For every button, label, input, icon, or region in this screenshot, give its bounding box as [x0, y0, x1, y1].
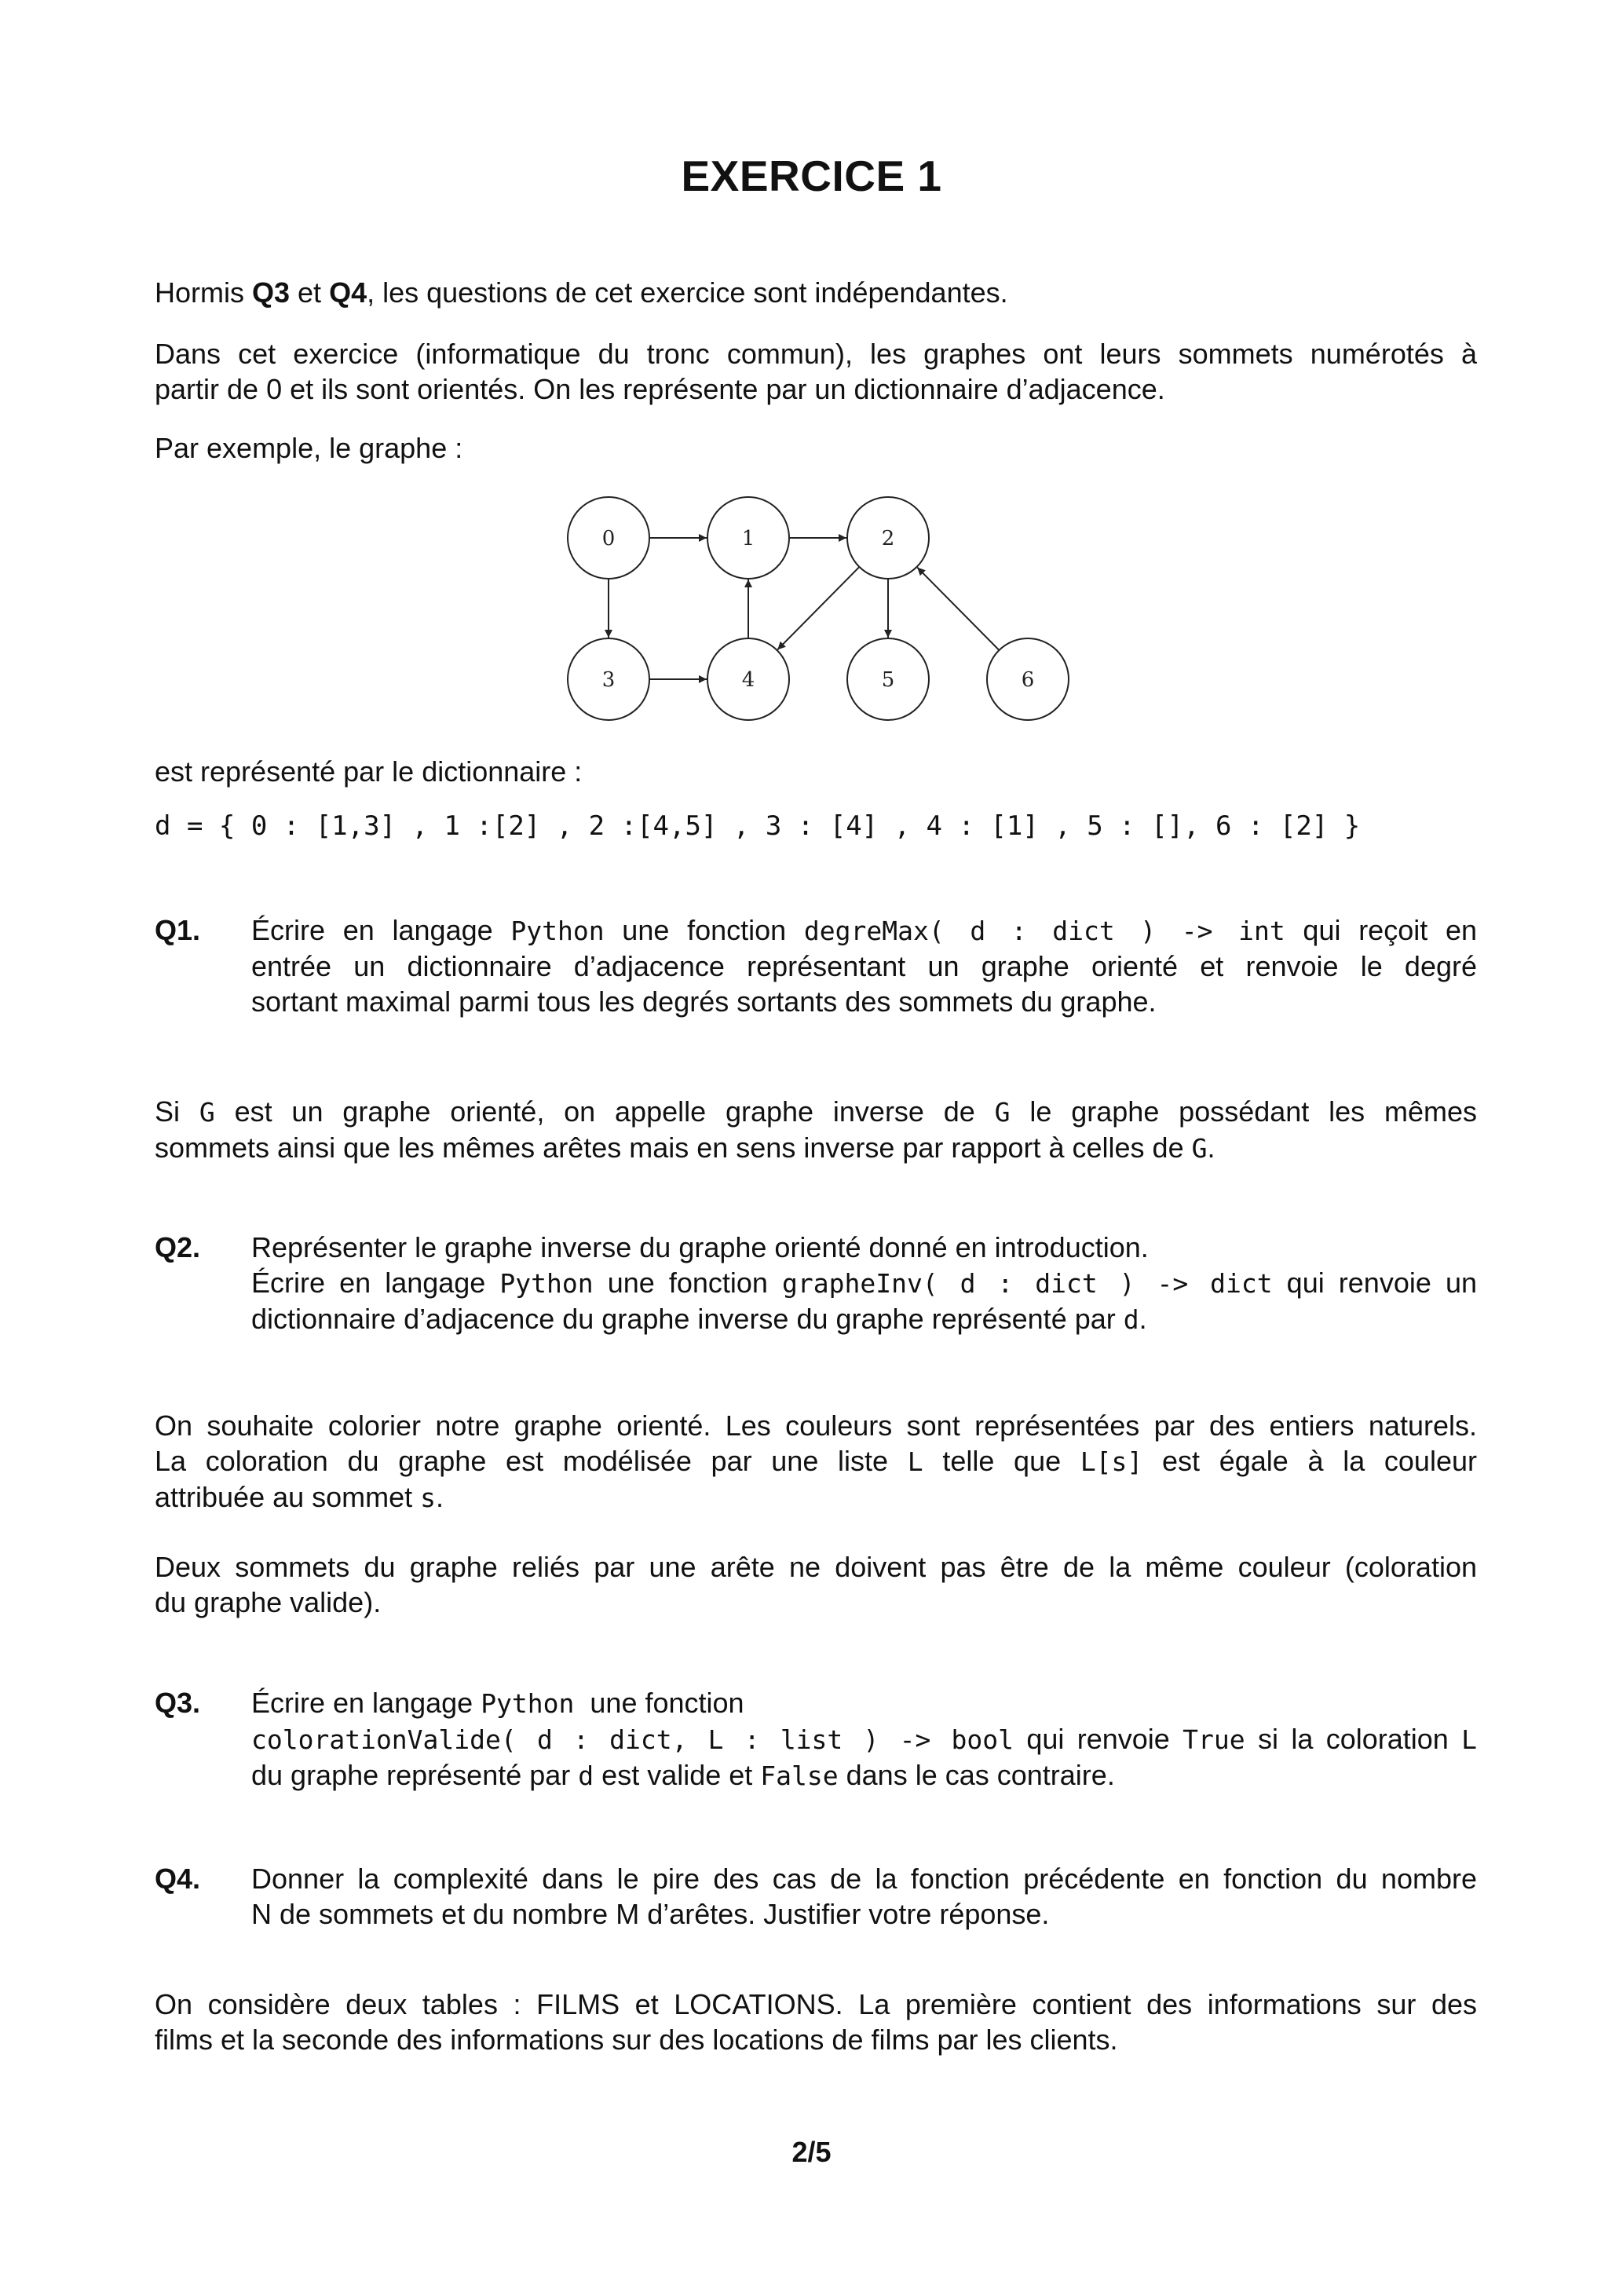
- q4-ref: Q4: [329, 276, 367, 309]
- list-var-code: L: [907, 1446, 923, 1477]
- node-label: 5: [881, 668, 895, 692]
- q1-text: Écrire en langage: [251, 914, 511, 946]
- q2-line-1: Représenter le graphe inverse du graphe orienté donné en introduction.: [251, 1231, 1149, 1263]
- q3-line-2: [251, 1721, 1477, 1757]
- graph-node-3: [568, 638, 649, 720]
- coloring-text: La coloration du graphe est modélisée par une liste: [155, 1445, 908, 1477]
- true-code: True: [1183, 1724, 1245, 1755]
- node-label: 6: [1021, 668, 1035, 692]
- q4-body: [251, 1861, 1477, 1932]
- grapheinv-signature: grapheInv( d : dict ) -> dict: [782, 1268, 1273, 1299]
- coloring-text: est égale à la couleur: [1142, 1445, 1477, 1477]
- graph-edges: [609, 538, 999, 679]
- q4-line-1: Donner la complexité dans le pire des cas de la fonction précédente en fonction du nombre: [251, 1863, 1477, 1895]
- intro-text: , les questions de cet exercice sont indépendantes.: [367, 276, 1008, 309]
- q2-text: une fonction: [593, 1267, 782, 1299]
- q2-text: .: [1139, 1303, 1147, 1335]
- coloring-text: telle que: [923, 1445, 1080, 1477]
- q2-line-2: [251, 1265, 1477, 1301]
- q2-line-3: [251, 1301, 1477, 1337]
- graph-node-5: [847, 638, 929, 720]
- q3-text: une fonction: [574, 1687, 744, 1719]
- coloring-text: .: [436, 1481, 444, 1513]
- vertex-var-code: s: [420, 1483, 437, 1513]
- q3-text: Écrire en langage: [251, 1687, 481, 1719]
- inverse-text: est un graphe orienté, on appelle graphe inverse de: [214, 1095, 995, 1128]
- tables-paragraph: [155, 1987, 1477, 2057]
- list-index-code: L[s]: [1080, 1446, 1143, 1477]
- inverse-line-1: [155, 1094, 1477, 1130]
- example-intro: Par exemple, le graphe :: [155, 432, 463, 464]
- intro-text: et: [290, 276, 330, 309]
- node-label: 4: [741, 668, 755, 692]
- graph-var-code: G: [1191, 1133, 1208, 1164]
- valid-coloring-definition: [155, 1549, 1477, 1620]
- graph-node-6: [987, 638, 1069, 720]
- inverse-text: .: [1207, 1132, 1215, 1164]
- tables-line-1: On considère deux tables : FILMS et LOCATIONS. La première contient des informations sur des: [155, 1988, 1477, 2020]
- python-code: Python: [481, 1688, 575, 1719]
- q3-text: si la coloration: [1245, 1723, 1462, 1755]
- coloring-line-3: [155, 1479, 1477, 1515]
- q1-label: Q1.: [155, 914, 201, 946]
- false-code: False: [760, 1760, 839, 1791]
- intro-line: Dans cet exercice (informatique du tronc commun), les graphes ont leurs sommets numérotés à: [155, 338, 1477, 370]
- coloring-text: attribuée au sommet: [155, 1481, 421, 1513]
- q2-text: dictionnaire d’adjacence du graphe inverse du graphe représenté par: [251, 1303, 1124, 1335]
- graph-var-code: G: [199, 1097, 215, 1128]
- q3-text: du graphe représenté par: [251, 1759, 579, 1791]
- q3-text: est valide et: [594, 1759, 761, 1791]
- q1-line-3: sortant maximal parmi tous les degrés sortants des sommets du graphe.: [251, 985, 1157, 1018]
- q3-ref: Q3: [252, 276, 291, 309]
- example-graph-figure: [542, 491, 1076, 734]
- coloring-line-1: On souhaite colorier notre graphe orienté. Les couleurs sont représentées par des entiers naturels.: [155, 1409, 1477, 1442]
- coloring-line-2: [155, 1443, 1477, 1479]
- q2-text: qui renvoie un: [1272, 1267, 1477, 1299]
- inverse-text: le graphe possédant les mêmes: [1010, 1095, 1478, 1128]
- valid-line-1: Deux sommets du graphe reliés par une arête ne doivent pas être de la même couleur (coloration: [155, 1551, 1477, 1583]
- q3-label: Q3.: [155, 1687, 201, 1719]
- q3-line-1: [251, 1685, 1477, 1721]
- q4-label: Q4.: [155, 1863, 201, 1895]
- valid-line-2: du graphe valide).: [155, 1586, 382, 1618]
- q3-line-3: [251, 1757, 1477, 1793]
- q1-text: une fonction: [604, 914, 804, 946]
- intro-paragraph-1: [155, 275, 1477, 310]
- inverse-text: sommets ainsi que les mêmes arêtes mais en sens inverse par rapport à celles de: [155, 1132, 1192, 1164]
- intro-paragraph-2: [155, 336, 1477, 407]
- represented-by-text: est représenté par le dictionnaire :: [155, 755, 583, 788]
- q1-line-2: entrée un dictionnaire d’adjacence représentant un graphe orienté et renvoie le degré: [251, 950, 1477, 982]
- q3-body: [251, 1685, 1477, 1793]
- node-label: 2: [881, 527, 895, 550]
- dict-var-code: d: [1123, 1304, 1139, 1335]
- inverse-text: Si: [155, 1095, 199, 1128]
- graph-node-4: [707, 638, 789, 720]
- graph-node-1: [707, 497, 789, 579]
- q4-line-2: N de sommets et du nombre M d’arêtes. Justifier votre réponse.: [251, 1898, 1050, 1930]
- graph-node-2: [847, 497, 929, 579]
- degremax-signature: degreMax( d : dict ) -> int: [803, 916, 1285, 946]
- dict-var-code: d: [578, 1760, 594, 1791]
- inverse-line-2: [155, 1130, 1477, 1166]
- q1-line-1: [251, 912, 1477, 949]
- graph-node-0: [568, 497, 649, 579]
- q2-body: [251, 1230, 1477, 1337]
- coloring-paragraph: [155, 1408, 1477, 1515]
- exercise-title: EXERCICE 1: [681, 152, 942, 200]
- inverse-definition: [155, 1094, 1477, 1166]
- intro-line: partir de 0 et ils sont orientés. On les représente par un dictionnaire d’adjacence.: [155, 373, 1165, 405]
- node-label: 3: [601, 668, 616, 692]
- python-code: Python: [510, 916, 605, 946]
- q3-text: qui renvoie: [1014, 1723, 1183, 1755]
- node-label: 0: [601, 527, 616, 550]
- colorationvalide-signature: colorationValide( d : dict, L : list ) -> bool: [251, 1724, 1014, 1755]
- q3-text: dans le cas contraire.: [838, 1759, 1115, 1791]
- node-label: 1: [741, 527, 755, 550]
- adjacency-dict-code: d = { 0 : [1,3] , 1 :[2] , 2 :[4,5] , 3 : [4] , 4 : [1] , 5 : [], 6 : [2] }: [155, 810, 1361, 842]
- q2-text: Écrire en langage: [251, 1267, 500, 1299]
- intro-text: Hormis: [155, 276, 252, 309]
- q1-text: qui reçoit en: [1285, 914, 1477, 946]
- page-number: 2/5: [791, 2136, 832, 2168]
- q2-label: Q2.: [155, 1231, 201, 1263]
- edge-6-to-2: [917, 568, 999, 650]
- edge-2-to-4: [777, 567, 859, 649]
- graph-var-code: G: [994, 1097, 1011, 1128]
- python-code: Python: [499, 1268, 594, 1299]
- tables-line-2: films et la seconde des informations sur des locations de films par les clients.: [155, 2024, 1118, 2056]
- q1-body: [251, 912, 1477, 1019]
- list-var-code: L: [1461, 1724, 1478, 1755]
